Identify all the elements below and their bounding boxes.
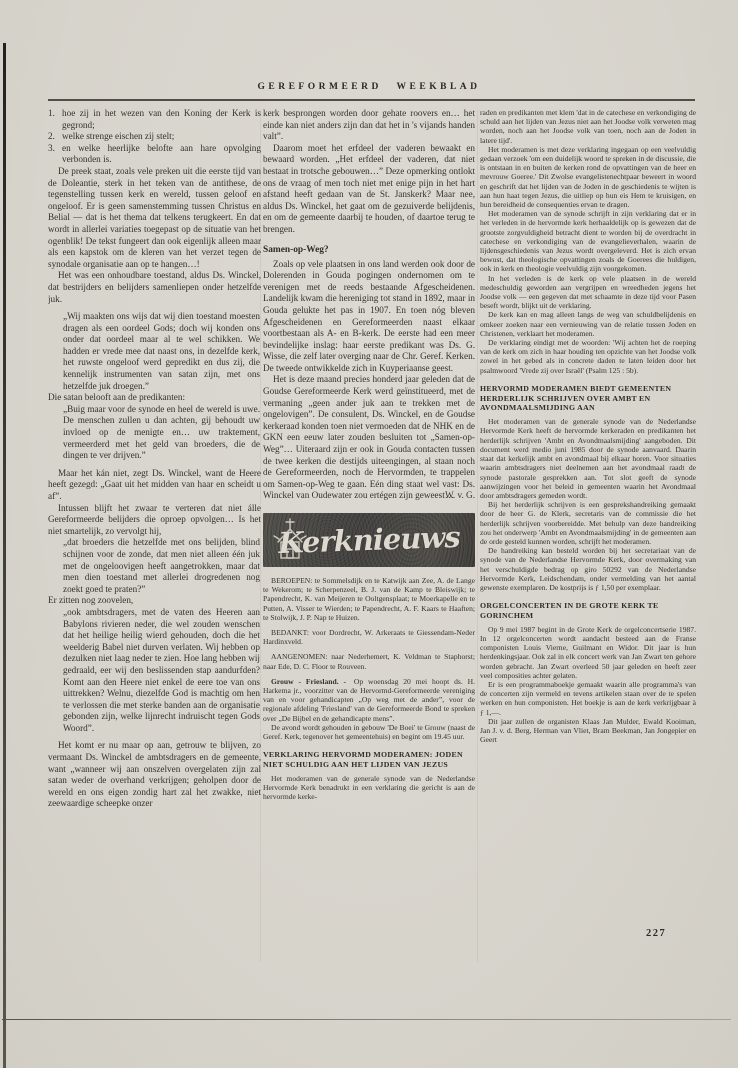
paragraph: Het moderamen van de generale synode van de Nederlandse Hervormde Kerk heeft de hervormde kerkeraden en predikanten het herderlijk schrijven 'Ambt en Avondmaalsmijding' aangeboden. Dit document werd medio juni 1985 door de synode aanvaard. Daarin staat dat kerkelijk ambt en avondmaal bij elkaar horen. Voor situaties waarin ambtsdragers niet deelnemen aan het avondmaal raadt de synode pastorale gesprekken aan. Tot slot geeft de synode aanwijzingen voor het beleid in gemeenten waarin het Avondmaal door ambtsdragers gemeden wordt.: [480, 417, 696, 500]
kerknieuws-title: Kerknieuws: [277, 519, 461, 561]
column-3: [480, 108, 696, 744]
quote-paragraph: „Buig maar voor de synode en heel de wereld is uwe. De menschen zullen u dan achten, gij behoudt uw invloed op de menigte en… uw traktement, vermeerderd met het geld van broeders, die de dingen te ver drijven.”: [63, 403, 260, 461]
paragraph: Zoals op vele plaatsen in ons land werden ook door de Dolerenden in Gouda pogingen ondernomen om te verenigen met de reeds bestaande Afgescheidenen. Landelijk kwam die hereniging tot stand in 1892, maar in Gouda gelukte het pas in 1907. En toen nóg bleven Afgescheidenen en Gereformeerden naast elkaar voortbestaan als A- en B-kerk. De eerste had een meer bevindelijke inslag: haar eerste predikant was Ds. G. Wisse, die zelf later overging naar de Chr. Geref. Kerken. De tweede ontwikkelde zich in Kuyperiaanse geest.: [263, 258, 475, 373]
paragraph-bedankt: BEDANKT: voor Dordrecht, W. Arkeraats te Giessendam-Neder Hardinxveld.: [263, 628, 475, 647]
article-heading-orgelconcerten: ORGELCONCERTEN IN DE GROTE KERK TE GORINCHEM: [480, 601, 659, 620]
list-text: en welke heerlijke belofte aan hare opvolging verbonden is.: [62, 142, 261, 165]
list-item: [48, 108, 261, 131]
page-number: 227: [646, 928, 667, 939]
paragraph: De preek staat, zoals vele preken uit die eerste tijd van de Doleantie, sterk in het teken van de antithese, de tegenstelling tussen kerk en wereld, tussen geloof en ongeloof. Er is geen samenstemming tussen Christus en Belial — dat is het thema dat telkens terugkeert. En dat wordt in allerlei variaties toegepast op de situatie van het ogenblik! De tekst fungeert dan ook eigenlijk alleen maar als een kapstok om de kleren van het verzet tegen de synodale organisatie aan op te hangen…!: [48, 165, 261, 269]
paragraph: Dit jaar zullen de organisten Klaas Jan Mulder, Ewald Kooiman, Jan J. v. d. Berg, Herman van Vliet, Bram Beekman, Jan Jongepier en Geert: [480, 716, 696, 745]
paragraph-text: Op woensdag 20 mei hoopt ds. H. Harkema jr., voorzitter van de Hervormd-Gereformeerde vereniging van en voor gehandicapten „Op weg met de ander”, voor de regionale afdeling 'Friesland' van de Gereformeerde Bond te spreken over „De Bijbel en de gehandicapte mens”.: [263, 676, 475, 723]
column-2: [263, 108, 475, 801]
paragraph: In het verleden is de kerk op vele plaatsen in de wereld medeschuldig geworden aan vergrijpen en wreedheden jegens het Joodse volk — een gegeven dat met schaamte in deze tijd voor Pasen beseft wordt, blijkt uit de verklaring.: [480, 273, 696, 311]
list-text: hoe zij in het wezen van den Koning der Kerk is gegrond;: [62, 108, 261, 130]
paragraph: Daarom moet het erfdeel der vaderen bewaakt en bewaard worden. „Het erfdeel der vaderen, dat niet bestaat in trotsche gebouwen…” Deze opmerking ontlokt ons de vraag of men toch niet met enige pijn in het hart afstand heeft gedaan van de St. Janskerk? Maar nee, aldus Ds. Winckel, het gaat om de gezuiverde belijdenis, en om de gemeente daarbij te houden, of daartoe terug te brengen.: [263, 142, 475, 234]
article-heading-hervormd-moderamen: HERVORMD MODERAMEN BIEDT GEMEENTEN HERDERLIJK SCHRIJVEN OVER AMBT EN AVONDMAALSMIJDING AAN: [480, 383, 672, 413]
masthead-title: GEREFORMEERD WEEKBLAD: [257, 82, 481, 92]
scan-edge-artifact: [3, 43, 6, 1068]
paragraph: De handreiking kan besteld worden bij het secretariaat van de synode van de Nederlandse Hervormde Kerk, door overmaking van het verschuldigde bedrag op giro 50292 van de Nederlandse Hervormde Kerk, Leidschendam, onder vermelding van het aantal gewenste exemplaren. De kostprijs is ƒ 1,50 per exemplaar.: [480, 546, 696, 592]
list-number: 1.: [48, 108, 55, 118]
paragraph: Bij het herderlijk schrijven is een gesprekshandreiking gemaakt door de heer G. de Klerk, secretaris van de commissie die het herderlijk schrijven voorbereidde. Met behulp van deze handreiking zou het onderwerp 'Ambt en Avondmaalsmijding' in de gemeenten aan de orde gesteld kunnen worden, schrijft het moderamen.: [480, 500, 696, 546]
paragraph: Het moderamen van de synode schrijft in zijn verklaring dat er in het verleden in de hervormde kerk herhaaldelijk op is gewezen dat de grootste zorgvuldigheid betracht dient te worden bij de overdracht in catechese en verkondiging van de evangelieverhalen, waarin de lijdensgeschiedenis van Jezus wordt overgeleverd. Het is zich ervan bewust, dat theologische opvattingen zoals de Goerees die huldigen, ook in kerk en theologie veelvuldig zijn voorgekomen.: [480, 209, 696, 274]
paragraph-grouw: [263, 677, 475, 723]
paragraph: raden en predikanten met klem 'dat in de catechese en verkondiging de schuld aan het lijden van Jezus niet aan het Joodse volk verweten mag worden, noch aan het Joodse volk van toen, noch aan de Joden in latere tijd'.: [480, 108, 696, 145]
column-divider: [477, 110, 478, 962]
paragraph: Intussen blijft het zwaar te verteren dat niet álle Gereformeerde belijders die oproep opvolgen… Is het niet smartelijk, zo vervolgt hij,: [48, 502, 261, 536]
section-heading-samen-op-weg: Samen-op-Weg?: [263, 244, 329, 255]
paragraph: Die satan belooft aan de predikanten:: [48, 392, 185, 403]
quote-paragraph: „dat broeders die hetzelfde met ons belijden, blind schijnen voor de zonde, dat men niet alleen één juk met de ongeloovigen heeft aangetrokken, maar dat men dien toestand met allerlei drogredenen nog zoekt goed te praten?”: [63, 537, 260, 594]
paragraph: kerk besprongen worden door gehate roovers en… het einde kan niet anders zijn dan dat het in 's vijands handen valt”.: [263, 108, 475, 142]
quote-paragraph: „ook ambtsdragers, met de vaten des Heeren aan Babylons rivieren neder, die wel zouden wenschen dat het heilige heilig wierd gehouden, doch die het weelderig Babel niet durven verlaten. Wij hebben op dezulken niet laag neder te zien. Hoe lang hebben wij gedraald, eer wij den beslissenden stap aandurfden? Komt aan den Heere niet enkel de eere toe van ons uittrekken? Welnu, diezelfde God is machtig om hen te verlossen die met sterke banden aan de organisatie gebonden zijn, welke lijnrecht indruischt tegen Gods Woord”.: [63, 606, 260, 733]
paragraph-aangenomen: AANGENOMEN: naar Nederhemert, K. Veldman te Staphorst; naar Ede, D. C. Floor te Rouveen.: [263, 652, 475, 671]
column-1: [48, 108, 261, 810]
paragraph: De verklaring eindigt met de woorden: 'Wij achten het de roeping van de kerk om zich in haar houding ten opzichte van het Joodse volk zowel in het gebed als in concrete daden te laten leiden door het psalmwoord 'Vrede zij over Israël' (Psalm 125 : 5b).: [480, 338, 696, 375]
article-heading-verklaring: VERKLARING HERVORMD MODERAMEN: JODEN NIET SCHULDIG AAN HET LIJDEN VAN JEZUS: [263, 750, 463, 770]
list-number: 3.: [48, 142, 55, 153]
list-text: welke strenge eischen zij stelt;: [62, 131, 175, 142]
paragraph: De avond wordt gehouden in gebouw 'De Boei' te Grouw (naast de Geref. Kerk, tegenover het gemeentehuis) en begint om 19.45 uur.: [263, 722, 475, 742]
paragraph-beroepen: BEROEPEN: te Sommelsdijk en te Katwijk aan Zee, A. de Lange te Wekerom; te Scherpenzeel, B. J. van de Kamp te Bleiswijk; te Papendrecht, K. van Meijeren te Ooltgensplaat; te Moerkapelle en te Putten, A. Visser te Wierden; te Papendrecht, A. F. Kaars te Haaften; te Stolwijk, J. P. Nap te Huizen.: [263, 576, 475, 622]
quote-paragraph: „Wij maakten ons wijs dat wij dien toestand moesten dragen als een oordeel Gods; doch wij konden ons onder dat oordeel maar al te wel schikken. We hadden er vrede mee dat naast ons, in dezelfde kerk, het ruwste ongeloof werd gepredikt en dus zij, die kennelijk instrumenten van satan zijn, met ons hetzelfde juk droegen.”: [63, 311, 260, 391]
paragraph: Het moderamen is met deze verklaring ingegaan op een veelvuldig gedaan verzoek 'om een duidelijk woord te spreken in de discussie, die is ontstaan in en buiten de kerken rond de opvattingen van de heer en mevrouw Goeree.' Dit Zwolse evangelistenechtpaar beweert in woord en geschrift dat het lijden van de Joden in de geschiedenis te wijten is aan hun haat tegen Jezus, die uitliep op hun eis Hem te kruisigen, en hun bereidheid de consequenties ervan te dragen.: [480, 144, 696, 210]
paragraph: Het was een onhoudbare toestand, aldus Ds. Winckel, dat bestrijders en belijders samenliepen onder hetzelfde juk.: [48, 270, 261, 304]
paragraph-lead: Grouw - Friesland. -: [271, 676, 346, 686]
bottom-rule: [2, 1019, 731, 1020]
paragraph: Het komt er nu maar op aan, getrouw te blijven, zo vermaant Ds. Winckel de ambtsdragers en de gemeente, want „wanneer wij aan onszelven overgelaten zijn zal satan weder de overhand verkrijgen; geholpen door de wereld en ons eigen zondig hart zal het zwakke, niet zeewaardige scheepke onzer: [48, 740, 261, 809]
author-initials: W. v. G.: [445, 490, 475, 501]
kerknieuws-banner: [263, 513, 475, 567]
list-number: 2.: [48, 131, 55, 142]
paragraph: [263, 374, 475, 502]
list-item: [48, 143, 261, 166]
paragraph: Er is een programmaboekje gemaakt waarin alle programma's van de concerten zijn vermeld en tevens artikelen staan over de te spelen werken en hun componisten. Het boekje is aan de kerk verkrijgbaar à ƒ 1,—.: [480, 679, 696, 717]
paragraph: Het moderamen van de generale synode van de Nederlandse Hervormde Kerk benadrukt in een verklaring die gericht is aan de hervormde kerke-: [263, 773, 475, 802]
paragraph: Er zitten nog zoovelen,: [48, 595, 134, 606]
paragraph: De kerk kan en mag alleen langs de weg van schuldbelijdenis en omkeer zoeken naar een vernieuwing van de relatie tussen Joden en Christenen, verklaart het moderamen.: [480, 310, 696, 338]
paragraph: Maar het kán niet, zegt Ds. Winckel, want de Heere heeft gezegd: „Gaat uit het midden van haar en scheidt u af”.: [48, 467, 261, 501]
paragraph: Op 9 mei 1987 begint in de Grote Kerk de orgelconcertserie 1987. In 12 orgelconcerten wordt aandacht besteed aan de Franse componisten Louis Vierne, Guilmant en Widor. Dit jaar is hun herdenkingsjaar. Ook zal in elk concert werk van Jan Zwart ten gehore worden gebracht. Jan Zwart overleed 50 jaar geleden en heeft zeer veel composities achter gelaten.: [480, 624, 696, 680]
paragraph-text: Het is deze maand precies honderd jaar geleden dat de Goudse Gereformeerde Kerk werd geïnstitueerd, met de vermaning „geen ander juk aan te trekken met de ongelovigen”. De consulent, Ds. Winckel, en de Goudse kerkeraad konden toen niet vermoeden dat de NHK en de GKN een eeuw later zouden besluiten tot „Samen-op-Weg”… Uiteraard zijn er ook in Gouda contacten tussen de twee kerken die destijds uiteengingen, al staan noch de Gereformeerden, noch de Hervormden, te trappelen om Samen-op-Weg te gaan. Eén ding staat wel vast: Ds. Winckel van Oudewater zou ertégen zijn geweest…: [263, 374, 475, 501]
list-item: [48, 131, 261, 143]
masthead-rule: [48, 99, 695, 101]
